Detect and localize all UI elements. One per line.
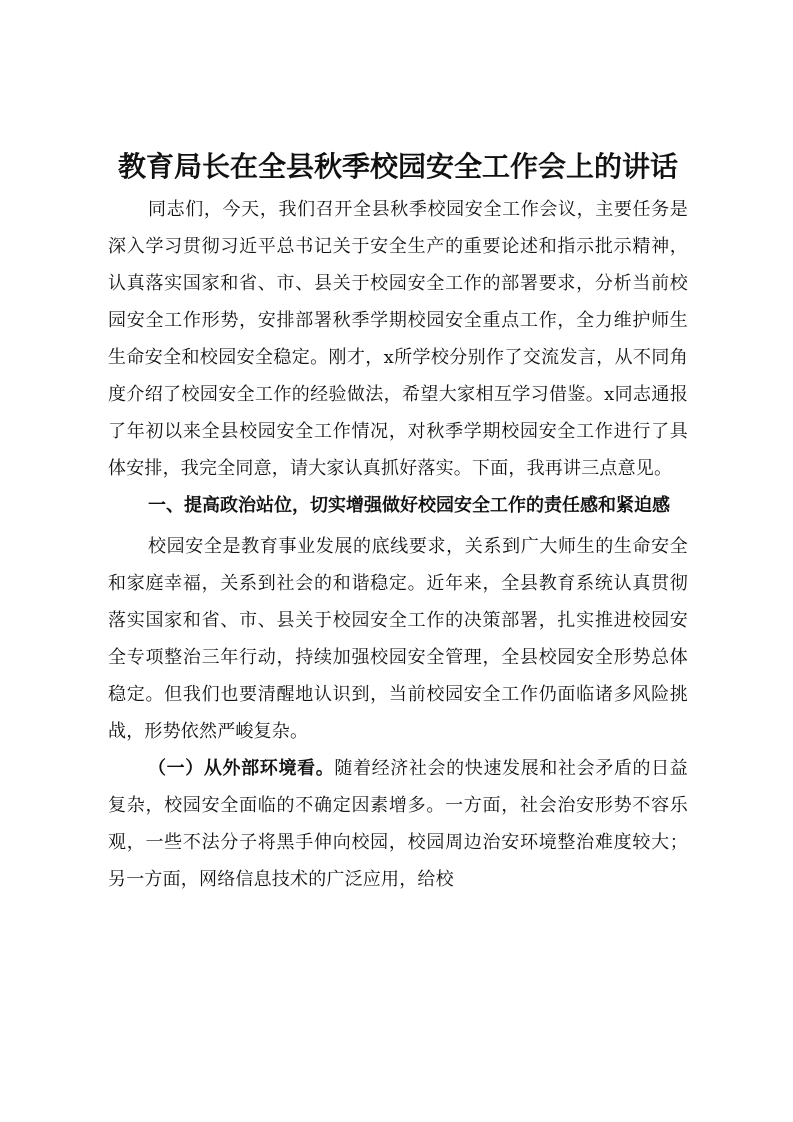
subsection-1-text: 随着经济社会的快速发展和社会矛盾的日益复杂，校园安全面临的不确定因素增多。一方面，社会治安形势不容乐观，一些不法分子将黑手伸向校园，校园周边治安环境整治难度较大；另一方面，网络信息技术的广泛应用，给校	[108, 758, 688, 890]
section-1-heading: 一、提高政治站位，切实增强做好校园安全工作的责任感和紧迫感	[148, 495, 670, 516]
subsection-1-paragraph	[108, 750, 688, 898]
intro-paragraph: 同志们，今天，我们召开全县秋季校园安全工作会议，主要任务是深入学习贯彻习近平总书记关于安全生产的重要论述和指示批示精神，认真落实国家和省、市、县关于校园安全工作的部署要求，分析当前校园安全工作形势，安排部署秋季学期校园安全重点工作，全力维护师生生命安全和校园安全稳定。刚才，x所学校分别作了交流发言，从不同角度介绍了校园安全工作的经验做法，希望大家相互学习借鉴。x同志通报了年初以来全县校园安全工作情况，对秋季学期校园安全工作进行了具体安排，我完全同意，请大家认真抓好落实。下面，我再讲三点意见。	[108, 199, 688, 479]
document-title: 教育局长在全县秋季校园安全工作会上的讲话	[117, 150, 678, 183]
section-1-paragraph: 校园安全是教育事业发展的底线要求，关系到广大师生的生命安全和家庭幸福，关系到社会的和谐稳定。近年来，全县教育系统认真贯彻落实国家和省、市、县关于校园安全工作的决策部署，扎实推进校园安全专项整治三年行动，持续加强校园安全管理，全县校园安全形势总体稳定。但我们也要清醒地认识到，当前校园安全工作仍面临诸多风险挑战，形势依然严峻复杂。	[108, 536, 688, 742]
document-body	[108, 145, 688, 898]
subsection-1-heading: （一）从外部环境看。	[148, 758, 335, 779]
